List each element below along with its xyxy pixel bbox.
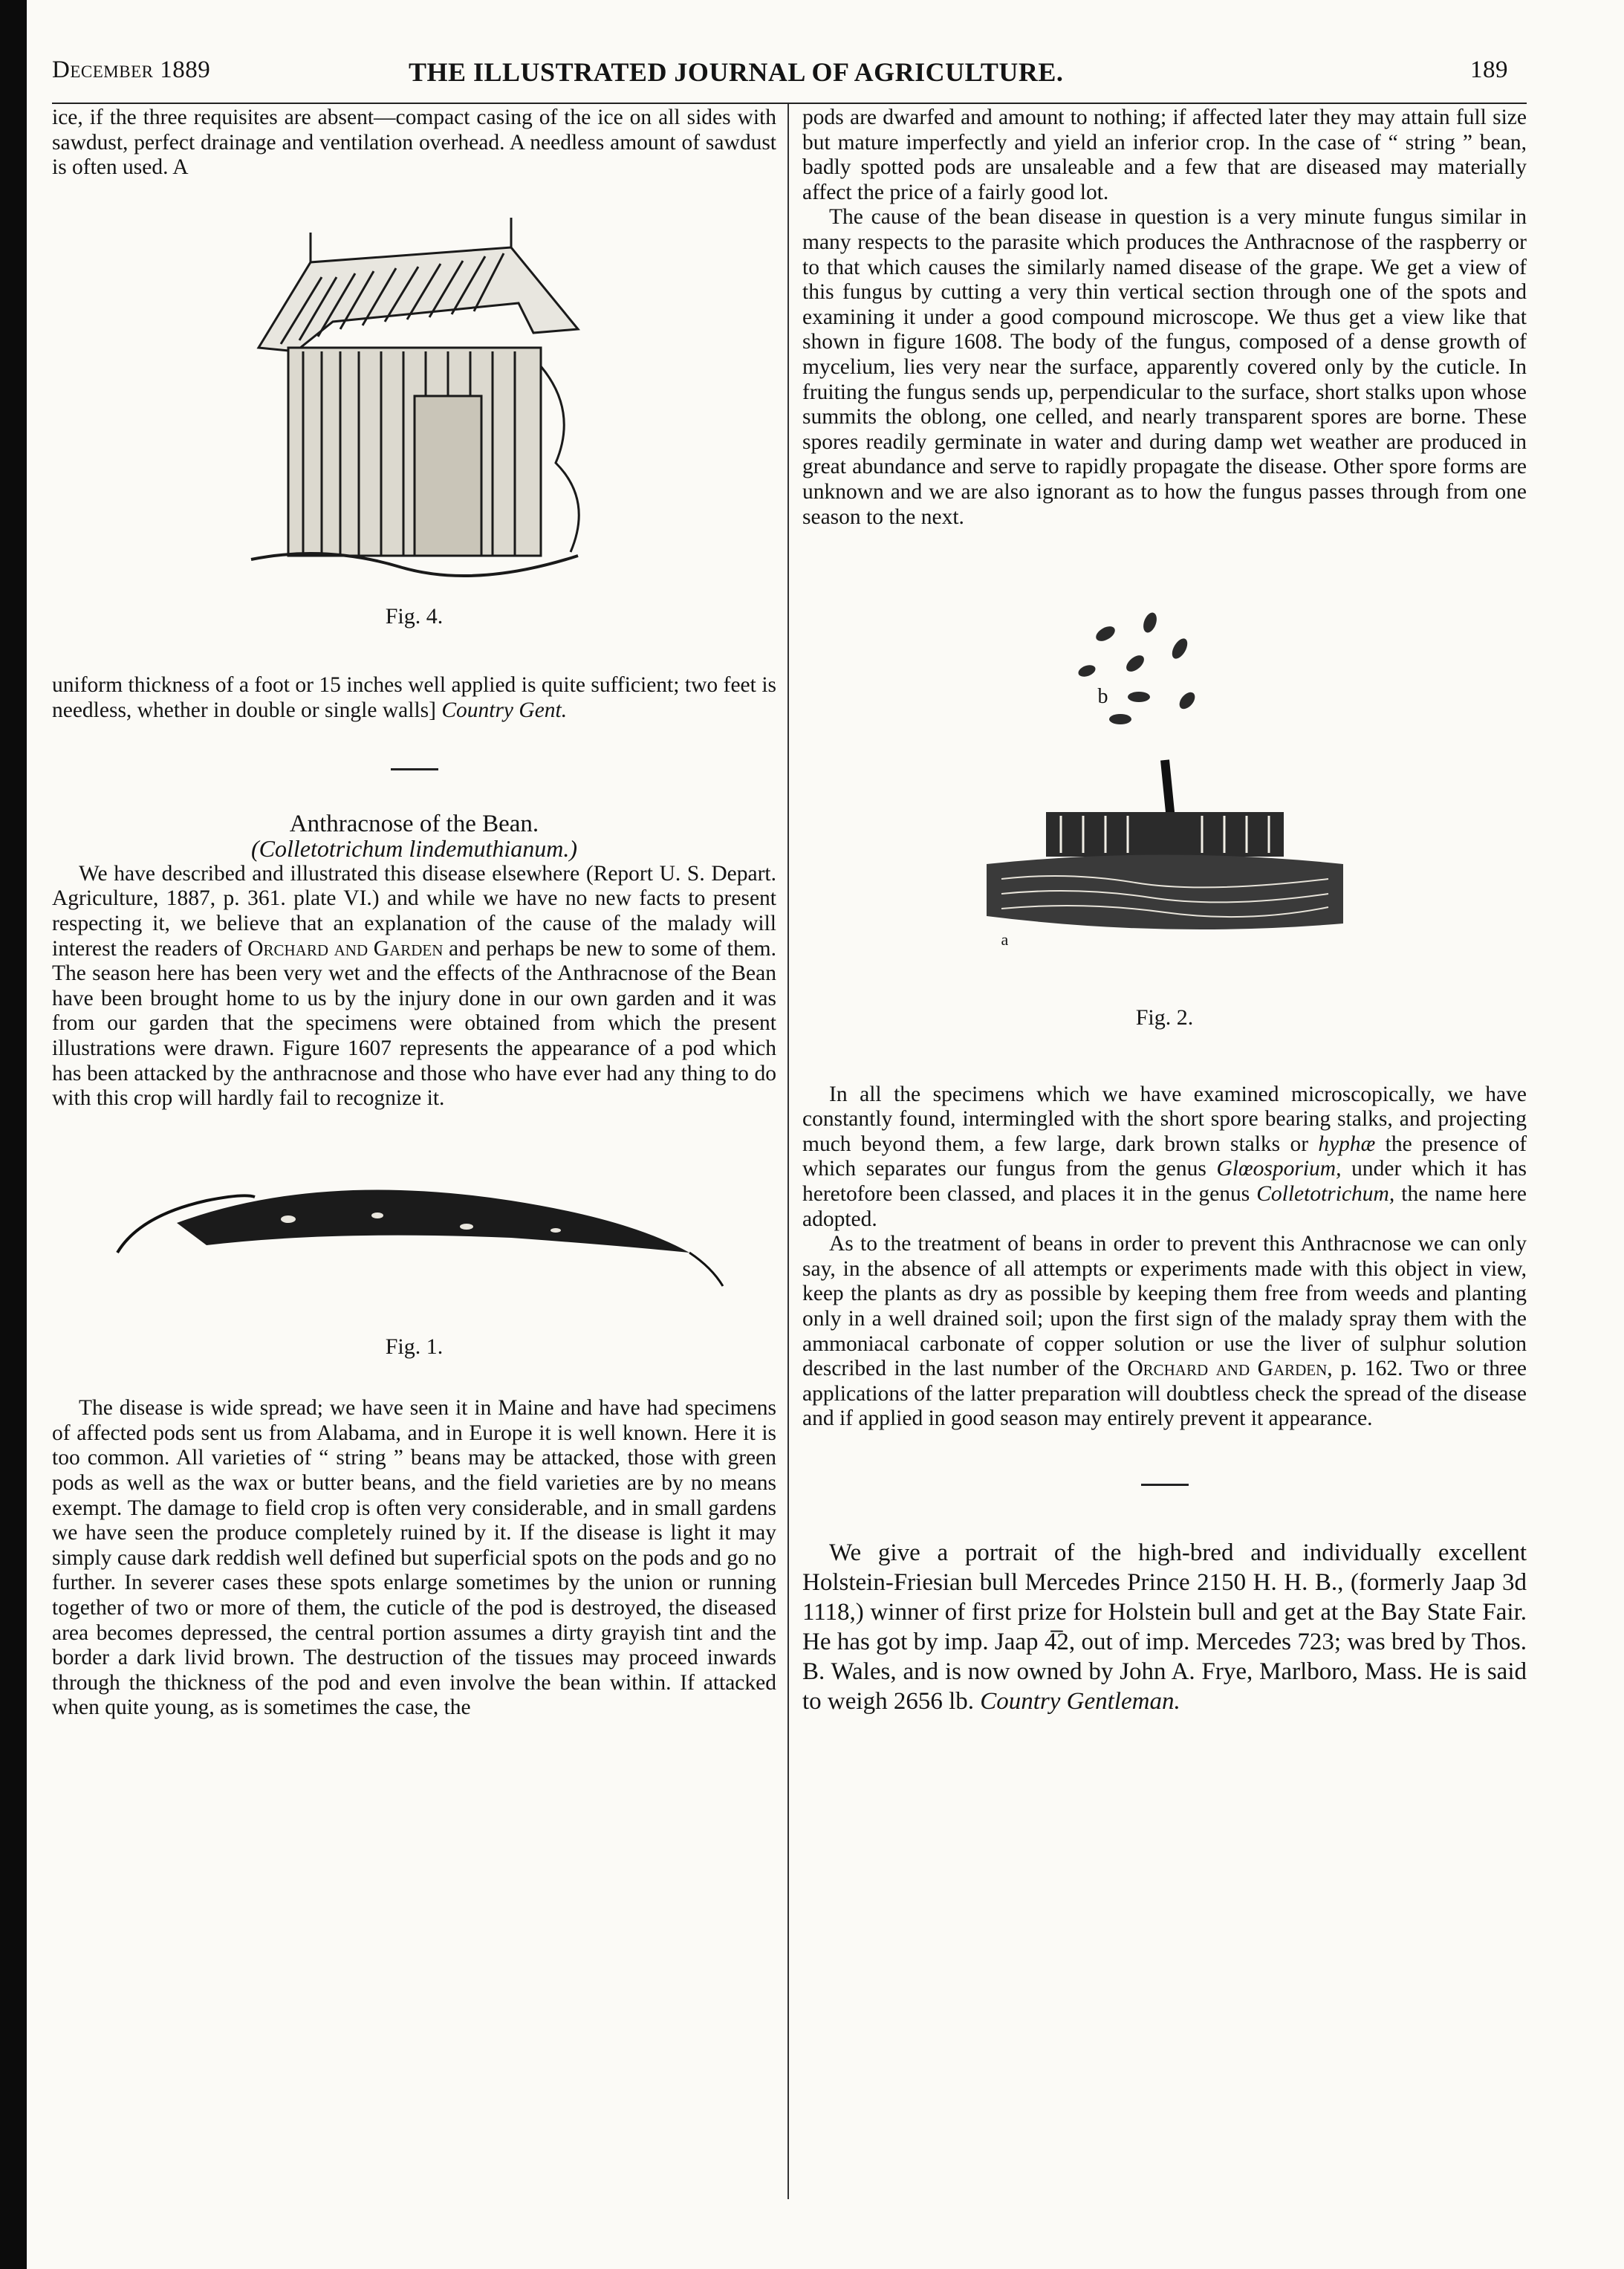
- right-paragraph-4: [802, 1232, 1527, 1432]
- article-paragraph-2: The disease is wide spread; we have seen it in Maine and have had specimens of affected pods sent us from Alabama, and in Europe it is well known. Here it is too common. All varieties of “ string ” beans may be attacked, those with green pods as well as the wax or butter beans, and the field varieties are by no means exempt. The damage to field crop is often very considerable, and in small gardens we have seen the produce completely ruined by it. If the disease is light it may simply cause dark reddish well defined but superficial spots on the pods and go no further. In severer cases these spots enlarge sometimes by the union or running together of two or more of them, the cuticle of the pod is destroyed, the diseased area becomes depressed, the central portion assumes a dirty grayish tint and the border a dark livid brown. The destruction of the tissues may proceed inwards through the thickness of the pod and even involve the bean within. If attacked when quite young, as is sometimes the case, the: [52, 1396, 776, 1720]
- ice-source: Country Gent.: [441, 698, 568, 722]
- right-column: [802, 106, 1527, 1716]
- right-p4-text-a: As to the treatment of beans in order to prevent this Anthracnose we can only say, in the absence of all attempts or experiments made with this object in view, keep the plants as dry as possible by keeping them free from weeds and planting only in a well drained soil; upon the first sign of the malady spray them with the ammoniacal carbonate of copper solution or use the liver of sulphur solution described in the last number of the: [802, 1232, 1527, 1381]
- fig4-caption: Fig. 4.: [385, 603, 444, 629]
- section-separator-2: [1141, 1484, 1189, 1486]
- right-p3-text-a: In all the specimens which we have examined microscopically, we have constantly found, intermingled with the short spore bearing stalks, and projecting much beyond them, a few large, dark brown stalks or: [802, 1082, 1527, 1156]
- fig2-drawing: [957, 589, 1373, 1005]
- article-subtitle: (Colletotrichum lindemuthianum.): [250, 835, 578, 863]
- fig2-label-a: a: [1001, 930, 1009, 950]
- article-p1-text-a: We have described and illustrated this disease elsewhere (Report U. S. Depart. Agriculture, 1887, p. 361. plate VI.) and while we have no new facts to present respecting it, we believe that an explanation of the cause of the malady will interest the readers of: [52, 861, 776, 961]
- term-colletotrichum: Colletotrichum,: [1256, 1182, 1395, 1207]
- header-date: December 1889: [52, 56, 211, 83]
- left-column: [52, 106, 776, 1721]
- fig2-label-b: b: [1097, 685, 1108, 709]
- right-p3-text-d: the name here adopted.: [802, 1182, 1527, 1231]
- right-paragraph-1: pods are dwarfed and amount to nothing; if affected later they may attain full size but mature imperfectly and yield an inferior crop. In the case of “ string ” bean, badly spotted pods are unsaleable and a few that are diseased may materially affect the price of a fairly good lot.: [802, 106, 1527, 204]
- portrait-paragraph: [802, 1538, 1527, 1716]
- publication-name-2: Orchard and Garden,: [1127, 1357, 1333, 1381]
- ice-paragraph-2-text: uniform thickness of a foot or 15 inches well applied is quite sufficient; two feet is needless, whether in double or single walls]: [52, 673, 776, 722]
- right-paragraph-2: The cause of the bean disease in question is a very minute fungus similar in many respects to the parasite which produces the Anthracnose of the raspberry or to that which causes the similarly named disease of the grape. We get a view of this fungus by cutting a very thin vertical section through one of the spots and examining it under a good compound microscope. We thus get a view like that shown in figure 1608. The body of the fungus, composed of a dense growth of mycelium, lies very near the surface, apparently covered only by the cuticle. In fruiting the fungus sends up, perpendicular to the surface, short stalks upon whose summits the oblong, one celled, and nearly transparent spores are borne. These spores readily germinate in water and during damp wet weather are produced in great abundance and serve to rapidly propagate the disease. Other spore forms are unknown and we are also ignorant as to how the fungus passes through from one season to the next.: [802, 205, 1527, 529]
- fig2-caption: Fig. 2.: [1135, 1005, 1194, 1030]
- publication-name: Orchard and Garden: [247, 936, 444, 961]
- portrait-source: Country Gentleman.: [980, 1688, 1180, 1715]
- article-paragraph-1: [52, 862, 776, 1111]
- right-p3-text-b: the presence of which separates our fungus from the genus: [802, 1132, 1527, 1181]
- fig2-fungus-illustration: [957, 589, 1373, 1005]
- portrait-text: We give a portrait of the high-bred and individually excellent Holstein-Friesian bull Mercedes Prince 2150 H. H. B., (formerly Jaap 3d 1118,) winner of first prize for Holstein bull and get at the Bay State Fair. He has got by imp. Jaap 4̅̅2, out of imp. Mercedes 723; was bred by Thos. B. Wales, and is now owned by John A. Frye, Marlboro, Mass. He is said to weigh 2656 lb.: [802, 1539, 1527, 1715]
- column-divider: [787, 104, 789, 2199]
- right-p3-text-c: under which it has heretofore been classed, and places it in the genus: [802, 1157, 1527, 1207]
- fig1-bean-pod-illustration: [95, 1156, 734, 1290]
- running-header: [52, 46, 1523, 91]
- page-binding-edge: [0, 0, 27, 2269]
- section-separator: [391, 768, 438, 770]
- page-number: 189: [1470, 56, 1508, 83]
- journal-title: THE ILLUSTRATED JOURNAL OF AGRICULTURE.: [409, 57, 1064, 87]
- fig4-icehouse-illustration: [207, 218, 623, 589]
- fig1-caption: Fig. 1.: [385, 1334, 444, 1359]
- right-p4-text-b: p. 162. Two or three applications of the latter preparation will doubtless check the spread of the disease and if applied in good season may entirely prevent it appearance.: [802, 1357, 1527, 1431]
- header-rule: [52, 103, 1527, 104]
- term-gloeosporium: Glœosporium,: [1216, 1157, 1342, 1181]
- right-paragraph-3: [802, 1082, 1527, 1233]
- term-hyphae: hyphæ: [1318, 1132, 1376, 1156]
- ice-paragraph-1: ice, if the three requisites are absent—compact casing of the ice on all sides with sawdust, perfect drainage and ventilation overhead. A needless amount of sawdust is often used. A: [52, 106, 776, 180]
- ice-paragraph-2: [52, 673, 776, 723]
- article-p1-text-b: and perhaps be new to some of them. The season here has been very wet and the effects of the Anthracnose of the Bean have been brought home to us by the injury done in our own garden and it was from our garden that the specimens were obtained from which the present illustrations were drawn. Figure 1607 represents the appearance of a pod which has been attacked by the anthracnose and those who have ever had any thing to do with this crop will hardly fail to recognize it.: [52, 936, 776, 1111]
- article-title: Anthracnose of the Bean.: [289, 810, 539, 837]
